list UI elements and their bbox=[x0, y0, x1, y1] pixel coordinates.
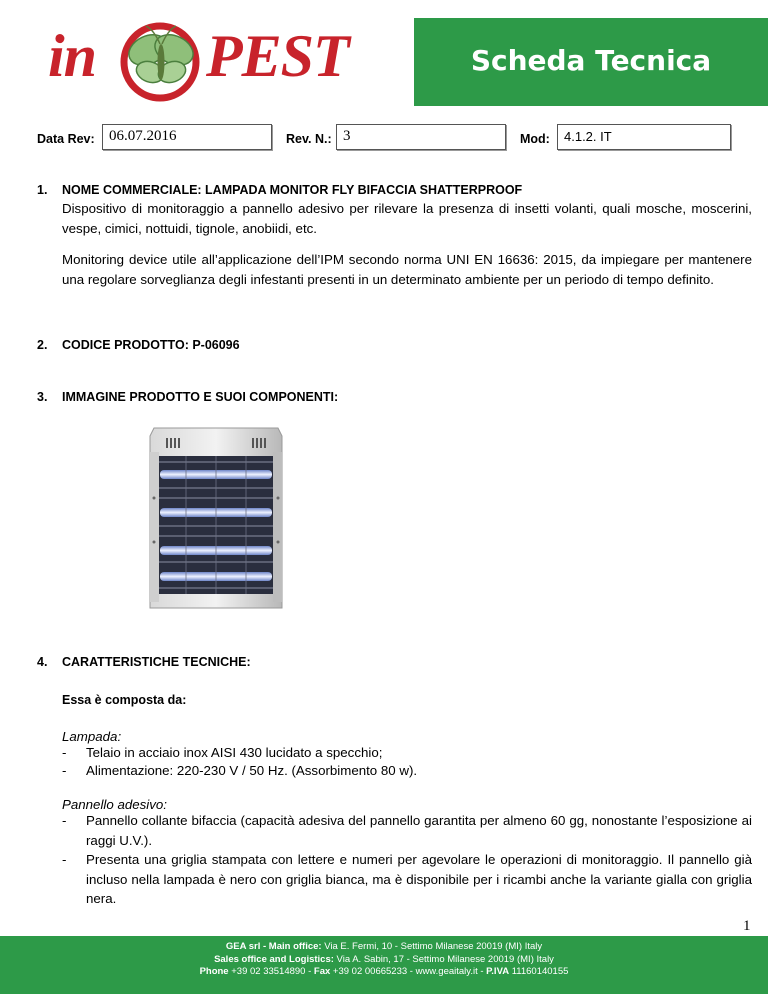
section-2-heading bbox=[37, 338, 240, 352]
company-footer bbox=[0, 936, 768, 994]
section-4-heading bbox=[37, 655, 251, 669]
section-2-number: 2. bbox=[37, 338, 48, 352]
data-rev-field: 06.07.2016 bbox=[102, 124, 272, 150]
lamp-item-text: Telaio in acciaio inox AISI 430 lucidato a specchio; bbox=[86, 745, 383, 760]
panel-item-text: Presenta una griglia stampata con lettere e numeri per agevolare le operazioni di monitoraggio. Il pannello già incluso nella lampada è nero con griglia bianca, ma è disponibile per i ricambi anche la variante gialla con griglia nera. bbox=[86, 852, 752, 906]
footer-sales-office-address: Via A. Sabin, 17 - Settimo Milanese 20019 (MI) Italy bbox=[333, 953, 554, 965]
footer-sales-office-label: Sales office and Logistics: bbox=[214, 953, 334, 965]
composition-intro: Essa è composta da: bbox=[62, 693, 187, 707]
inpest-logo bbox=[44, 16, 362, 106]
page-number: 1 bbox=[743, 918, 751, 934]
rev-n-field: 3 bbox=[336, 124, 506, 150]
panel-item-text: Pannello collante bifaccia (capacità adesiva del pannello garantita per almeno 60 gg, nonostante l’esposizione ai raggi U.V.). bbox=[86, 813, 752, 848]
section-1-ipm-text: Monitoring device utile all’applicazione dell’IPM secondo norma UNI EN 16636: 2015, da impiegare per mantenere una regolare sorveglianza degli infestanti presenti in un determinato ambiente per un periodo di tempo definito. bbox=[62, 252, 752, 287]
lamp-subtitle: Lampada: bbox=[62, 729, 122, 744]
section-3-title: IMMAGINE PRODOTTO E SUOI COMPONENTI: bbox=[62, 390, 339, 404]
footer-main-office bbox=[0, 941, 768, 954]
section-1-number: 1. bbox=[37, 183, 48, 197]
lamp-item-1 bbox=[62, 743, 752, 763]
mod-label: Mod: bbox=[520, 132, 550, 146]
moth-logo-icon bbox=[110, 16, 210, 106]
footer-piva-label: P.IVA bbox=[486, 966, 510, 977]
list-dash: - bbox=[62, 852, 67, 867]
list-dash: - bbox=[62, 745, 67, 760]
footer-piva: 11160140155 bbox=[509, 966, 569, 977]
panel-item-2 bbox=[62, 850, 752, 909]
section-3-heading bbox=[37, 390, 338, 404]
data-rev-label: Data Rev: bbox=[37, 132, 95, 146]
footer-main-office-address: Via E. Fermi, 10 - Settimo Milanese 20019 (MI) Italy bbox=[321, 941, 543, 952]
section-4-title: CARATTERISTICHE TECNICHE: bbox=[62, 655, 251, 669]
footer-fax-label: Fax bbox=[313, 966, 331, 977]
panel-item-1 bbox=[62, 811, 752, 850]
footer-fax-web: +39 02 00665233 - www.geaitaly.it - bbox=[330, 966, 487, 977]
panel-subtitle: Pannello adesivo: bbox=[62, 797, 167, 812]
section-3-number: 3. bbox=[37, 390, 48, 404]
logo-in-text: in bbox=[48, 23, 97, 89]
footer-sales-office bbox=[0, 954, 768, 967]
section-1-title: NOME COMMERCIALE: LAMPADA MONITOR FLY BIFACCIA SHATTERPROOF bbox=[62, 183, 523, 197]
lamp-item-text: Alimentazione: 220-230 V / 50 Hz. (Assorbimento 80 w). bbox=[86, 763, 418, 778]
section-4-number: 4. bbox=[37, 655, 48, 669]
section-1-heading bbox=[37, 183, 522, 197]
rev-n-label: Rev. N.: bbox=[286, 132, 332, 146]
logo-pest-text: PEST bbox=[206, 23, 349, 89]
product-code: CODICE PRODOTTO: P-06096 bbox=[62, 338, 240, 352]
header-title-box bbox=[414, 18, 768, 106]
page-title: Scheda Tecnica bbox=[470, 44, 712, 77]
list-dash: - bbox=[62, 813, 67, 828]
footer-phone-label: Phone bbox=[199, 966, 229, 977]
footer-main-office-label: GEA srl - Main office: bbox=[225, 941, 322, 952]
lamp-item-2 bbox=[62, 761, 752, 781]
footer-phone: +39 02 33514890 - bbox=[228, 966, 314, 977]
product-lamp-image bbox=[146, 422, 286, 614]
list-dash: - bbox=[62, 763, 67, 778]
footer-contacts bbox=[0, 966, 768, 979]
section-1-description: Dispositivo di monitoraggio a pannello adesivo per rilevare la presenza di insetti volanti, quali mosche, moscerini, vespe, cimici, nottuidi, tignole, anobiidi, etc. bbox=[62, 201, 752, 236]
mod-field: 4.1.2. IT bbox=[557, 124, 731, 150]
